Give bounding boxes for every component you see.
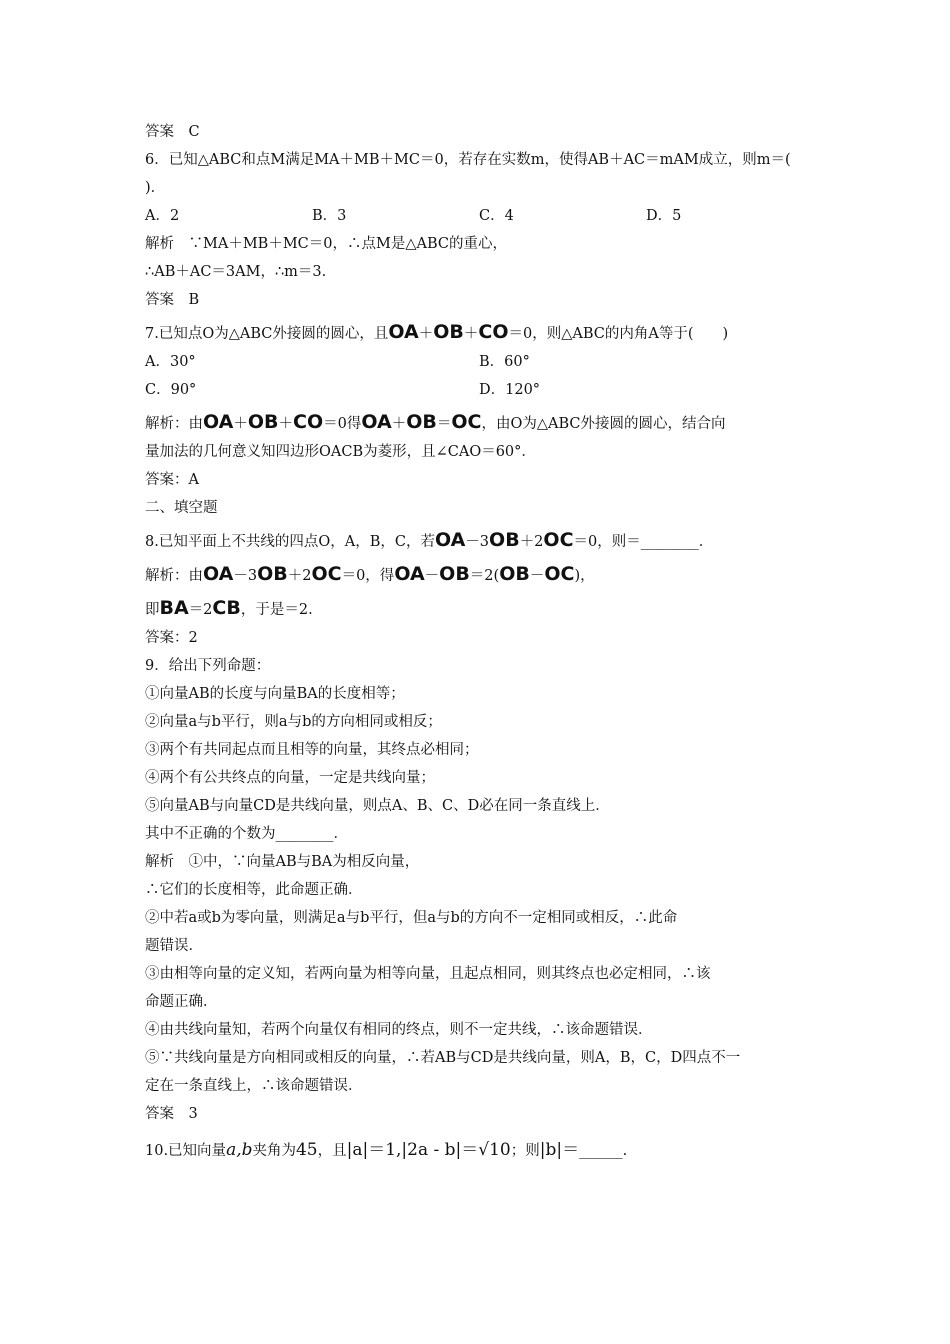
solution-9-line-7: ④由共线向量知，若两个向量仅有相同的终点，则不一定共线，∴该命题错误． [145, 1022, 653, 1038]
option-c: C．90° [145, 382, 197, 398]
proposition-2: ②向量a与b平行，则a与b的方向相同或相反； [145, 714, 442, 730]
vector-oa: OA [434, 529, 466, 551]
answer-line: 答案：A [145, 472, 199, 488]
vector-ob: OB [439, 563, 470, 585]
text-segment: ＝0得 [323, 416, 362, 432]
vector-ob: OB [489, 529, 520, 551]
question-8-text [145, 526, 813, 556]
vector-ob: OB [247, 411, 279, 433]
operator: ＋ [278, 416, 293, 432]
answer-line: 答案 B [145, 292, 200, 308]
option-a: A．30° [145, 354, 196, 370]
proposition-1: ①向量AB的长度与向量BA的长度相等； [145, 686, 405, 702]
option-d: D．5 [646, 208, 682, 224]
text-segment: ＝0，得 [341, 568, 395, 584]
option-d: D．120° [479, 382, 541, 398]
answer-line: 答案 C [145, 124, 200, 140]
text-segment: 10.已知向量 [145, 1143, 227, 1159]
vector-oc: OC [451, 411, 482, 433]
solution-9-line-6: 命题正确． [145, 994, 218, 1010]
coefficient: －3 [465, 534, 490, 550]
solution-8-line-2 [145, 594, 813, 624]
vector-ob: OB [406, 411, 437, 433]
coefficient: ＝2( [469, 568, 500, 584]
text-segment: ＝0，则＝________． [573, 534, 714, 550]
solution-6-line-2: ∴AB＋AC＝3AM，∴m＝3. [145, 264, 327, 280]
text-segment: 解析：由 [145, 568, 203, 584]
operator: ＋ [418, 326, 434, 342]
vector-ob: OB [433, 321, 464, 343]
vector-oc: OC [311, 563, 342, 585]
solution-7-line-2: 量加法的几何意义知四边形OACB为菱形，且∠CAO＝60°． [145, 444, 536, 460]
coefficient: ＝2 [188, 602, 213, 618]
proposition-4: ④两个有公共终点的向量，一定是共线向量； [145, 770, 435, 786]
operator: － [529, 568, 545, 584]
answer-blank: ______. [579, 1143, 628, 1159]
angle-value: 45 [295, 1140, 318, 1160]
solution-9-line-9: 定在一条直线上，∴该命题错误． [145, 1078, 363, 1094]
question-6-options [145, 202, 813, 230]
option-a: A．2 [145, 208, 180, 224]
text-segment: ，于是＝2. [240, 602, 313, 618]
vector-ob: OB [257, 563, 288, 585]
proposition-3: ③两个有共同起点而且相等的向量，其终点必相同； [145, 742, 479, 758]
operator: ＋ [233, 416, 248, 432]
text-segment: 7.已知点O为△ABC外接圆的圆心，且 [145, 326, 389, 342]
ask-formula: |b|＝ [539, 1140, 580, 1160]
question-6-text: 6．已知△ABC和点M满足MA＋MB＋MC＝0，若存在实数m，使得AB＋AC＝mAM成立，则m＝( [145, 152, 791, 168]
operator: ＋ [391, 416, 407, 432]
condition-formula: |a|＝1,|2a - b|＝√10 [346, 1140, 511, 1160]
vector-ba: BA [159, 597, 189, 619]
vector-ob: OB [499, 563, 530, 585]
question-9-ask: 其中不正确的个数为________． [145, 826, 348, 842]
text-segment: ＝0，则△ABC的内角A等于( ) [508, 326, 729, 342]
vector-oa: OA [203, 563, 234, 585]
question-9-text: 9．给出下列命题： [145, 658, 271, 674]
option-c: C．4 [479, 208, 514, 224]
vector-co: CO [478, 321, 509, 343]
vector-cb: CB [212, 597, 241, 619]
coefficient: ＋2 [287, 568, 312, 584]
solution-9-line-1: 解析 ①中，∵向量AB与BA为相反向量， [145, 854, 420, 870]
text-segment: 8.已知平面上不共线的四点O，A，B，C，若 [145, 534, 435, 550]
operator: ＝ [436, 416, 452, 432]
vector-vars: a,b [226, 1140, 253, 1160]
document-content [145, 118, 813, 1165]
vector-oa: OA [394, 563, 425, 585]
vector-oa: OA [388, 321, 419, 343]
vector-oa: OA [361, 411, 392, 433]
operator: ＋ [463, 326, 479, 342]
coefficient: ＋2 [519, 534, 544, 550]
question-10-text [145, 1136, 813, 1165]
solution-7-line-1 [145, 408, 813, 438]
text-segment: 即 [145, 602, 160, 618]
solution-6-line-1: 解析 ∵MA＋MB＋MC＝0，∴点M是△ABC的重心， [145, 236, 507, 252]
option-b: B．3 [312, 208, 347, 224]
section-heading: 二、填空题 [145, 500, 218, 516]
text-segment: 解析：由 [145, 416, 203, 432]
proposition-5: ⑤向量AB与向量CD是共线向量，则点A、B、C、D必在同一条直线上． [145, 798, 610, 814]
solution-9-line-8: ⑤∵共线向量是方向相同或相反的向量，∴若AB与CD是共线向量，则A，B，C，D四点不一 [145, 1050, 741, 1066]
vector-oa: OA [203, 411, 234, 433]
answer-line: 答案 3 [145, 1106, 198, 1122]
solution-8-line-1 [145, 560, 813, 590]
question-7-text [145, 318, 813, 348]
answer-line: 答案：2 [145, 630, 198, 646]
solution-9-line-5: ③由相等向量的定义知，若两向量为相等向量，且起点相同，则其终点也必定相同，∴该 [145, 966, 711, 982]
text-segment: 夹角为 [252, 1143, 296, 1159]
vector-oc: OC [543, 529, 574, 551]
coefficient: －3 [233, 568, 258, 584]
text-segment: ，由O为△ABC外接圆的圆心，结合向 [481, 416, 726, 432]
text-segment: ，且 [317, 1143, 347, 1159]
solution-9-line-2: ∴它们的长度相等，此命题正确． [145, 882, 363, 898]
option-b: B．60° [479, 354, 530, 370]
solution-9-line-4: 题错误． [145, 938, 203, 954]
operator: － [424, 568, 440, 584]
text-segment: ；则 [510, 1143, 540, 1159]
question-7-options-row-1 [145, 348, 813, 376]
question-7-options-row-2 [145, 376, 813, 404]
question-6-text-cont: )． [145, 180, 166, 196]
text-segment: )， [574, 568, 595, 584]
vector-co: CO [293, 411, 324, 433]
vector-oc: OC [544, 563, 575, 585]
solution-9-line-3: ②中若a或b为零向量，则满足a与b平行，但a与b的方向不一定相同或相反，∴此命 [145, 910, 678, 926]
